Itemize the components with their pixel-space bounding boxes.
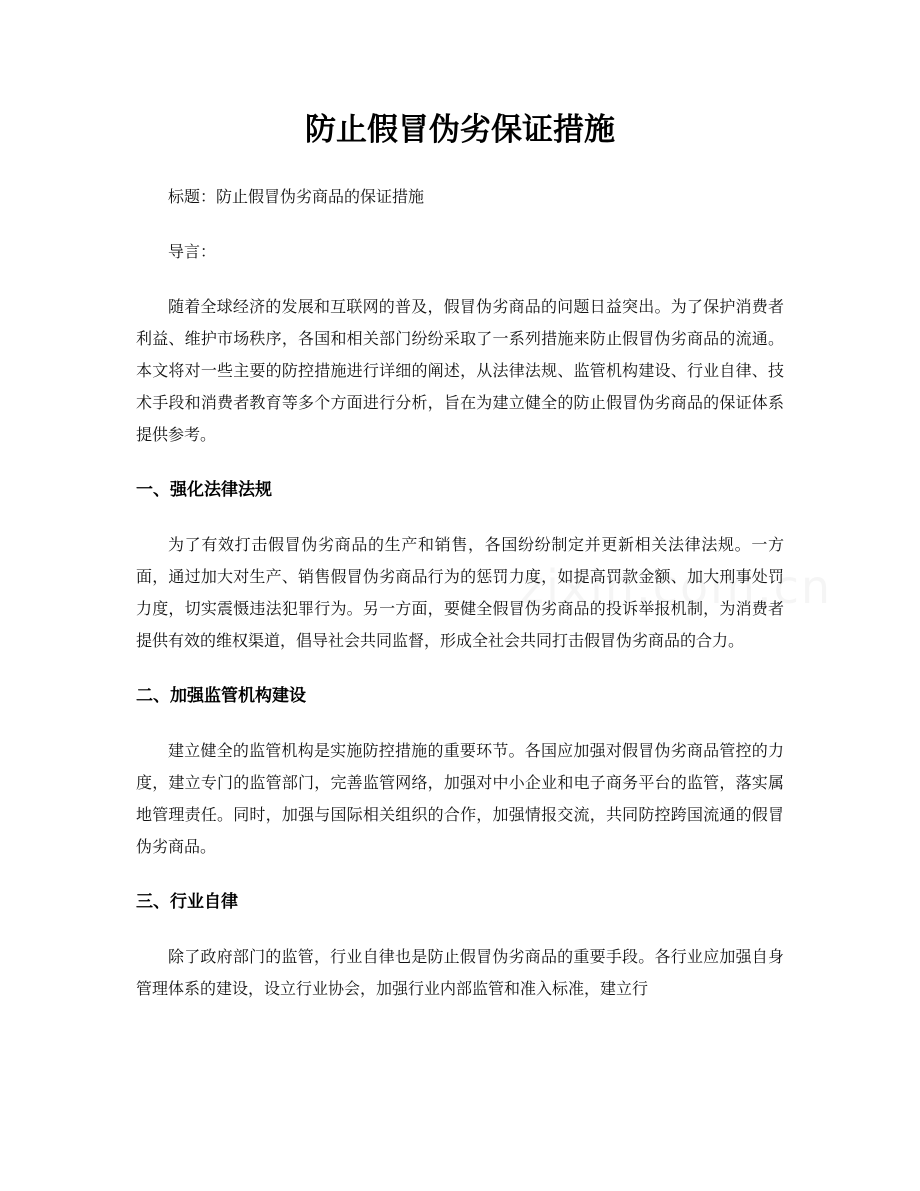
section-heading-regulators: 二、加强监管机构建设 [136,686,306,706]
intro-label: 导言： [168,242,217,261]
section-paragraph-laws: 为了有效打击假冒伪劣商品的生产和销售，各国纷纷制定并更新相关法律法规。一方面，通过加大对生产、销售假冒伪劣商品行为的惩罚力度，如提高罚款金额、加大刑事处罚力度，切实震慑违法犯罪行为。另一方面，要健全假冒伪劣商品的投诉举报机制，为消费者提供有效的维权渠道，倡导社会共同监督，形成全社会共同打击假冒伪劣商品的合力。 [136,535,784,650]
section-heading-self-discipline: 三、行业自律 [136,892,238,912]
section-paragraph-self-discipline: 除了政府部门的监管，行业自律也是防止假冒伪劣商品的重要手段。各行业应加强自身管理体系的建设，设立行业协会，加强行业内部监管和准入标准，建立行 [136,947,784,998]
subtitle-line: 标题：防止假冒伪劣商品的保证措施 [168,187,425,206]
document-title: 防止假冒伪劣保证措施 [305,112,615,148]
document-body [136,181,784,1028]
section-heading-laws: 一、强化法律法规 [136,480,272,500]
intro-paragraph: 随着全球经济的发展和互联网的普及，假冒伪劣商品的问题日益突出。为了保护消费者利益、维护市场秩序，各国和相关部门纷纷采取了一系列措施来防止假冒伪劣商品的流通。本文将对一些主要的防控措施进行详细的阐述，从法律法规、监管机构建设、行业自律、技术手段和消费者教育等多个方面进行分析，旨在为建立健全的防止假冒伪劣商品的保证体系提供参考。 [136,297,784,444]
section-paragraph-regulators: 建立健全的监管机构是实施防控措施的重要环节。各国应加强对假冒伪劣商品管控的力度，建立专门的监管部门，完善监管网络，加强对中小企业和电子商务平台的监管，落实属地管理责任。同时，加强与国际相关组织的合作，加强情报交流，共同防控跨国流通的假冒伪劣商品。 [136,741,784,856]
